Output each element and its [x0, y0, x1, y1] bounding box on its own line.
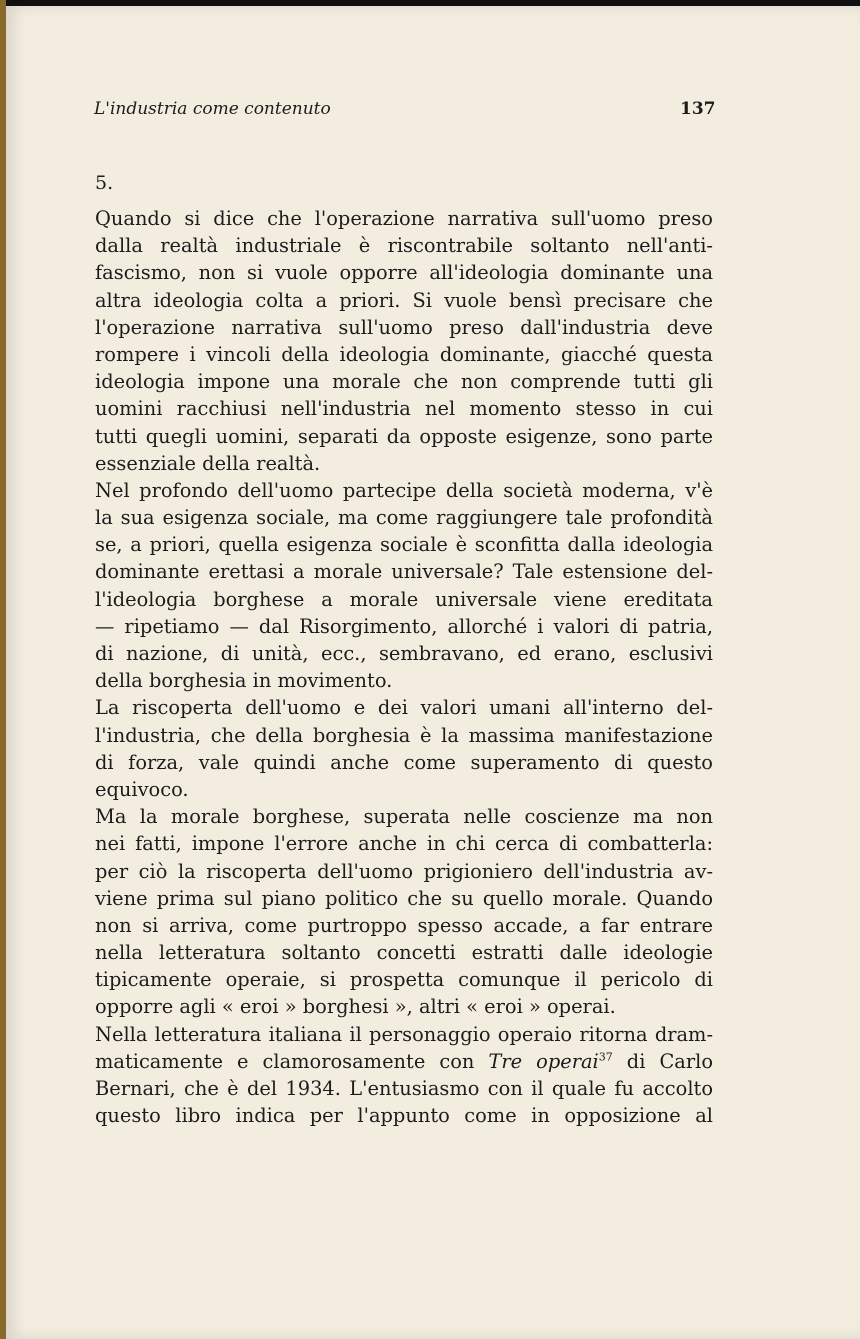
- text-line: di forza, vale quindi anche come superamento di questo: [95, 750, 713, 774]
- text-line: di nazione, di unità, ecc., sembravano, ed erano, esclusivi: [95, 642, 713, 665]
- text-line: nella letteratura soltanto concetti estratti dalle ideologie: [95, 941, 713, 965]
- text-line: tutti quegli uomini, separati da opposte esigenze, sono parte: [95, 424, 713, 448]
- text-line: Ma la morale borghese, superata nelle coscienze ma non: [95, 805, 713, 829]
- section-number: 5.: [95, 172, 114, 194]
- paragraph-5: [95, 1021, 713, 1130]
- text-line: fascismo, non si vuole opporre all'ideologia dominante una: [95, 261, 713, 285]
- text-line: dalla realtà industriale è riscontrabile soltanto nell'anti-: [95, 234, 713, 258]
- text-line: altra ideologia colta a priori. Si vuole bensì precisare che: [95, 288, 713, 312]
- text-line: Quando si dice che l'operazione narrativa sull'uomo preso: [95, 207, 713, 230]
- text-line: opporre agli « eroi » borghesi », altri « eroi » operai.: [95, 995, 616, 1019]
- text-line: Bernari, che è del 1934. L'entusiasmo con il quale fu accolto: [95, 1077, 713, 1100]
- text-line: questo libro indica per l'appunto come in opposizione al: [95, 1104, 713, 1128]
- text-line: Nella letteratura italiana il personaggio operaio ritorna dram-: [95, 1022, 713, 1046]
- paragraph-2: [95, 477, 713, 695]
- text-line: viene prima sul piano politico che su quello morale. Quando: [95, 886, 713, 910]
- text-line: nei fatti, impone l'errore anche in chi cerca di combatterla:: [95, 832, 713, 856]
- paragraph-4: [95, 803, 713, 1021]
- text-line: non si arriva, come purtroppo spesso accade, a far entrare: [95, 913, 713, 937]
- text-line: dominante erettasi a morale universale? Tale estensione del-: [95, 560, 713, 584]
- text-line: della borghesia in movimento.: [95, 669, 393, 693]
- text-line: uomini racchiusi nell'industria nel momento stesso in cui: [95, 397, 713, 421]
- text-line: l'ideologia borghese a morale universale viene ereditata: [95, 587, 713, 611]
- text-line: se, a priori, quella esigenza sociale è sconfitta dalla ideologia: [95, 533, 713, 557]
- text-line: essenziale della realtà.: [95, 451, 321, 475]
- text-line: equivoco.: [95, 777, 189, 801]
- body-text: [95, 205, 713, 1129]
- text-line: l'industria, che della borghesia è la massima manifestazione: [95, 723, 713, 747]
- text-line: per ciò la riscoperta dell'uomo prigioniero dell'industria av-: [95, 859, 713, 883]
- book-title: Tre operai: [488, 1049, 599, 1073]
- paragraph-3: [95, 694, 713, 803]
- text-line-with-title: [95, 1048, 713, 1075]
- text-line: tipicamente operaie, si prospetta comunque il pericolo di: [95, 968, 713, 992]
- text-line: la sua esigenza sociale, ma come raggiungere tale profondità: [95, 506, 713, 530]
- text-segment: di Carlo: [612, 1049, 713, 1073]
- text-line: ideologia impone una morale che non comprende tutti gli: [95, 370, 713, 394]
- text-line: — ripetiamo — dal Risorgimento, allorché i valori di patria,: [95, 614, 713, 638]
- text-line: rompere i vincoli della ideologia dominante, giacché questa: [95, 342, 713, 366]
- text-line: Nel profondo dell'uomo partecipe della società moderna, v'è: [95, 478, 713, 502]
- paragraph-1: [95, 205, 713, 477]
- text-line: La riscoperta dell'uomo e dei valori umani all'interno del-: [95, 696, 713, 720]
- running-head: L'industria come contenuto: [94, 99, 331, 119]
- footnote-reference[interactable]: 37: [598, 1050, 613, 1064]
- page-number: 137: [680, 99, 716, 119]
- text-line: l'operazione narrativa sull'uomo preso dall'industria deve: [95, 315, 713, 339]
- text-segment: maticamente e clamorosamente con: [95, 1049, 475, 1073]
